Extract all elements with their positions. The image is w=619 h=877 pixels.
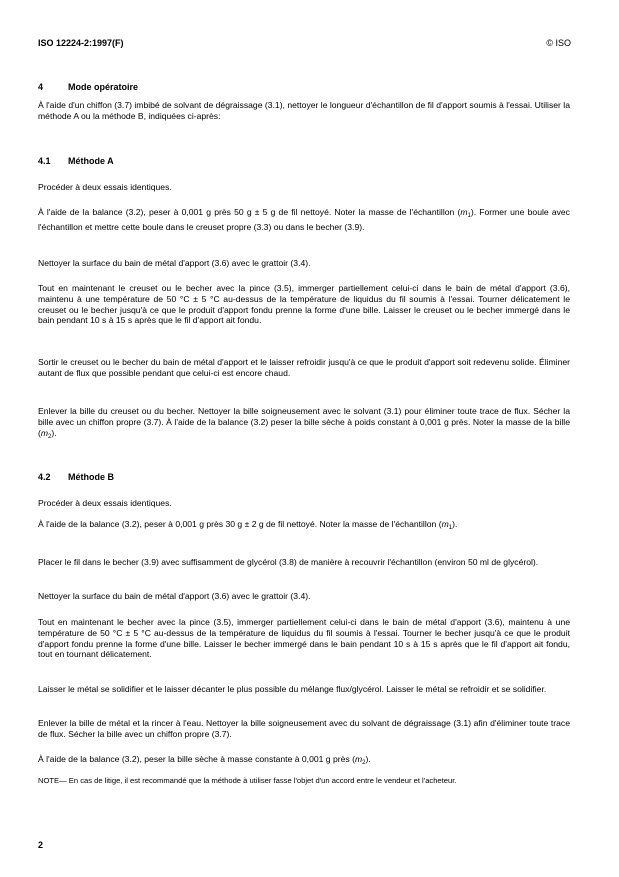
paragraph: Procéder à deux essais identiques. (38, 498, 172, 508)
paragraph: Enlever la bille du creuset ou du becher. Nettoyer la bille soigneusement avec le solvant (3.1) pour éliminer toute trace de flux. Sécher la bille avec un chiffon propre (3.7). À l'aide de la balance (3.2) peser la bille sèche à poids constant à 0,001 g près. Noter la masse de la bille $(m_2)$. (38, 406, 570, 440)
paragraph: Placer le fil dans le becher (3.9) avec suffisamment de glycérol (3.8) de manière à recouvrir l'échantillon (environ 50 ml de glycérol). (38, 557, 539, 567)
paragraph: À l'aide de la balance (3.2), peser la bille sèche à masse constante à 0,001 g près $(m_2)$. (38, 754, 371, 766)
paragraph: Laisser le métal se solidifier et le laisser décanter le plus possible du mélange flux/glycérol. Laisser le métal se refroidir et se solidifier. (38, 684, 547, 694)
paragraph: Nettoyer la surface du bain de métal d'apport (3.6) avec le grattoir (3.4). (38, 258, 311, 268)
section-4-1-heading (38, 156, 570, 166)
section-number: 4.1 (38, 156, 51, 166)
page-number: 2 (38, 840, 44, 850)
paragraph: Sortir le creuset ou le becher du bain de métal d'apport et le laisser refroidir jusqu'à ce que le produit d'apport soit redevenu solide. Éliminer autant de flux que possible pendant que celui-ci est encore chaud. (38, 357, 570, 378)
paragraph: Tout en maintenant le becher avec la pince (3.5), immerger partiellement celui-ci dans le bain de métal d'apport (3.6), maintenu à une température de 50 °C ± 5 °C au-dessus de la température de liquidus du fil soumis à l'essai. Tourner le becher jusqu'à ce que le produit d'apport fondu prenne la forme d'une bille. Laisser le becher immergé dans le bain pendant 10 s à 15 s après que le fil d'apport ait fondu, tout en tournant délicatement. (38, 617, 570, 660)
paragraph: À l'aide de la balance (3.2), peser à 0,001 g près 30 g ± 2 g de fil nettoyé. Noter la masse de l'échantillon $(m_1)$. (38, 519, 458, 531)
paragraph: Procéder à deux essais identiques. (38, 182, 172, 192)
section-title: Méthode A (68, 156, 114, 166)
paragraph: À l'aide de la balance (3.2), peser à 0,001 g près 50 g ± 5 g de fil nettoyé. Noter la masse de l'échantillon $(m_1)$. Former une boule avec l'échantillon et mettre cette boule dans le creuset propre (3.3) ou dans le becher (3.9). (38, 207, 570, 232)
paragraph: Tout en maintenant le creuset ou le becher avec la pince (3.5), immerger partiellement celui-ci dans le bain de métal d'apport (3.6), maintenu à une température de 50 °C ± 5 °C au-dessus de la température de liquidus du fil soumis à l'essai. Tourner délicatement le creuset ou le becher jusqu'à ce que le produit d'apport fondu prenne la forme d'une bille. Laisser le creuset ou le becher immergé dans le bain pendant 10 s à 15 s après que le fil d'apport ait fondu. (38, 283, 570, 326)
copyright-mark: © ISO (546, 38, 571, 48)
section-4-2-heading (38, 472, 570, 482)
section-title: Mode opératoire (68, 82, 139, 92)
section-4-intro: À l'aide d'un chiffon (3.7) imbibé de solvant de dégraissage (3.1), nettoyer le longueur d'échantillon de fil d'apport soumis à l'essai. Utiliser la méthode A ou la méthode B, indiquées ci-après: (38, 100, 570, 121)
section-4-heading (38, 82, 570, 92)
section-number: 4 (38, 82, 44, 92)
section-number: 4.2 (38, 472, 51, 482)
paragraph: Nettoyer la surface du bain de métal d'apport (3.6) avec le grattoir (3.4). (38, 591, 311, 601)
document-id: ISO 12224-2:1997(F) (38, 38, 124, 48)
note: NOTE— En cas de litige, il est recommandé que la méthode à utiliser fasse l'objet d'un accord entre le vendeur et l'acheteur. (38, 776, 457, 785)
section-title: Méthode B (68, 472, 114, 482)
paragraph: Enlever la bille de métal et la rincer à l'eau. Nettoyer la bille soigneusement avec du solvant de dégraissage (3.1) afin d'éliminer toute trace de flux. Sécher la bille avec un chiffon propre (3.7). (38, 718, 570, 739)
